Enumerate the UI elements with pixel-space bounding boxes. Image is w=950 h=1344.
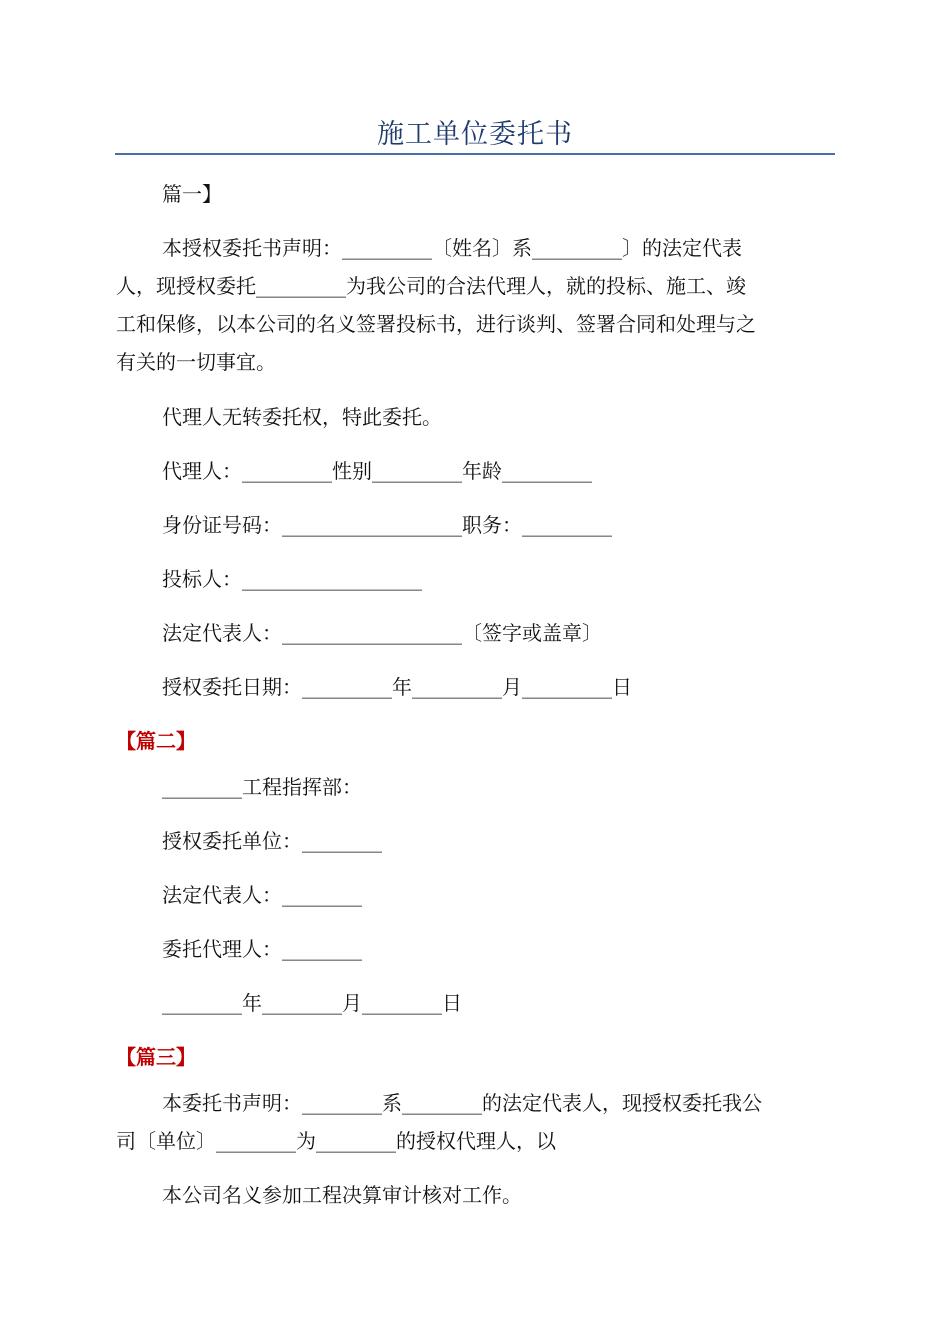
no-transfer-statement: 代理人无转委托权，特此委托。	[162, 405, 442, 429]
entrusted-agent-line: 委托代理人：________	[162, 937, 362, 961]
section2-heading: 【篇二】	[116, 729, 196, 753]
title-underline	[115, 153, 835, 155]
section2-date-line: ________年________月________日	[162, 991, 462, 1015]
section1-statement-line-1: 本授权委托书声明：_________〔姓名〕系_________〕的法定代表	[162, 236, 742, 260]
authorization-date-line: 授权委托日期：_________年_________月_________日	[162, 675, 632, 699]
project-headquarters-line: ________工程指挥部：	[162, 775, 362, 799]
section3-statement-line-1: 本委托书声明：________系________的法定代表人，现授权委托我公	[162, 1091, 762, 1115]
bidder-line: 投标人：__________________	[162, 567, 422, 591]
section3-statement-line-2: 司〔单位〕________为________的授权代理人，以	[116, 1129, 556, 1153]
section1-statement-line-2: 人，现授权委托_________为我公司的合法代理人，就的投标、施工、竣	[116, 274, 746, 298]
section1-statement-line-4: 有关的一切事宜。	[116, 350, 276, 374]
agent-info-line: 代理人：_________性别_________年龄_________	[162, 459, 592, 483]
section1-statement-line-3: 工和保修，以本公司的名义签署投标书，进行谈判、签署合同和处理与之	[116, 312, 756, 336]
section2-legal-representative-line: 法定代表人：________	[162, 883, 362, 907]
audit-work-line: 本公司名义参加工程决算审计核对工作。	[162, 1183, 522, 1207]
authorizing-unit-line: 授权委托单位：________	[162, 829, 382, 853]
section1-heading: 篇一】	[162, 182, 222, 206]
id-number-line: 身份证号码：__________________职务：_________	[162, 513, 612, 537]
legal-representative-line: 法定代表人：__________________〔签字或盖章〕	[162, 621, 602, 645]
document-title: 施工单位委托书	[377, 119, 573, 150]
section3-heading: 【篇三】	[116, 1045, 196, 1069]
